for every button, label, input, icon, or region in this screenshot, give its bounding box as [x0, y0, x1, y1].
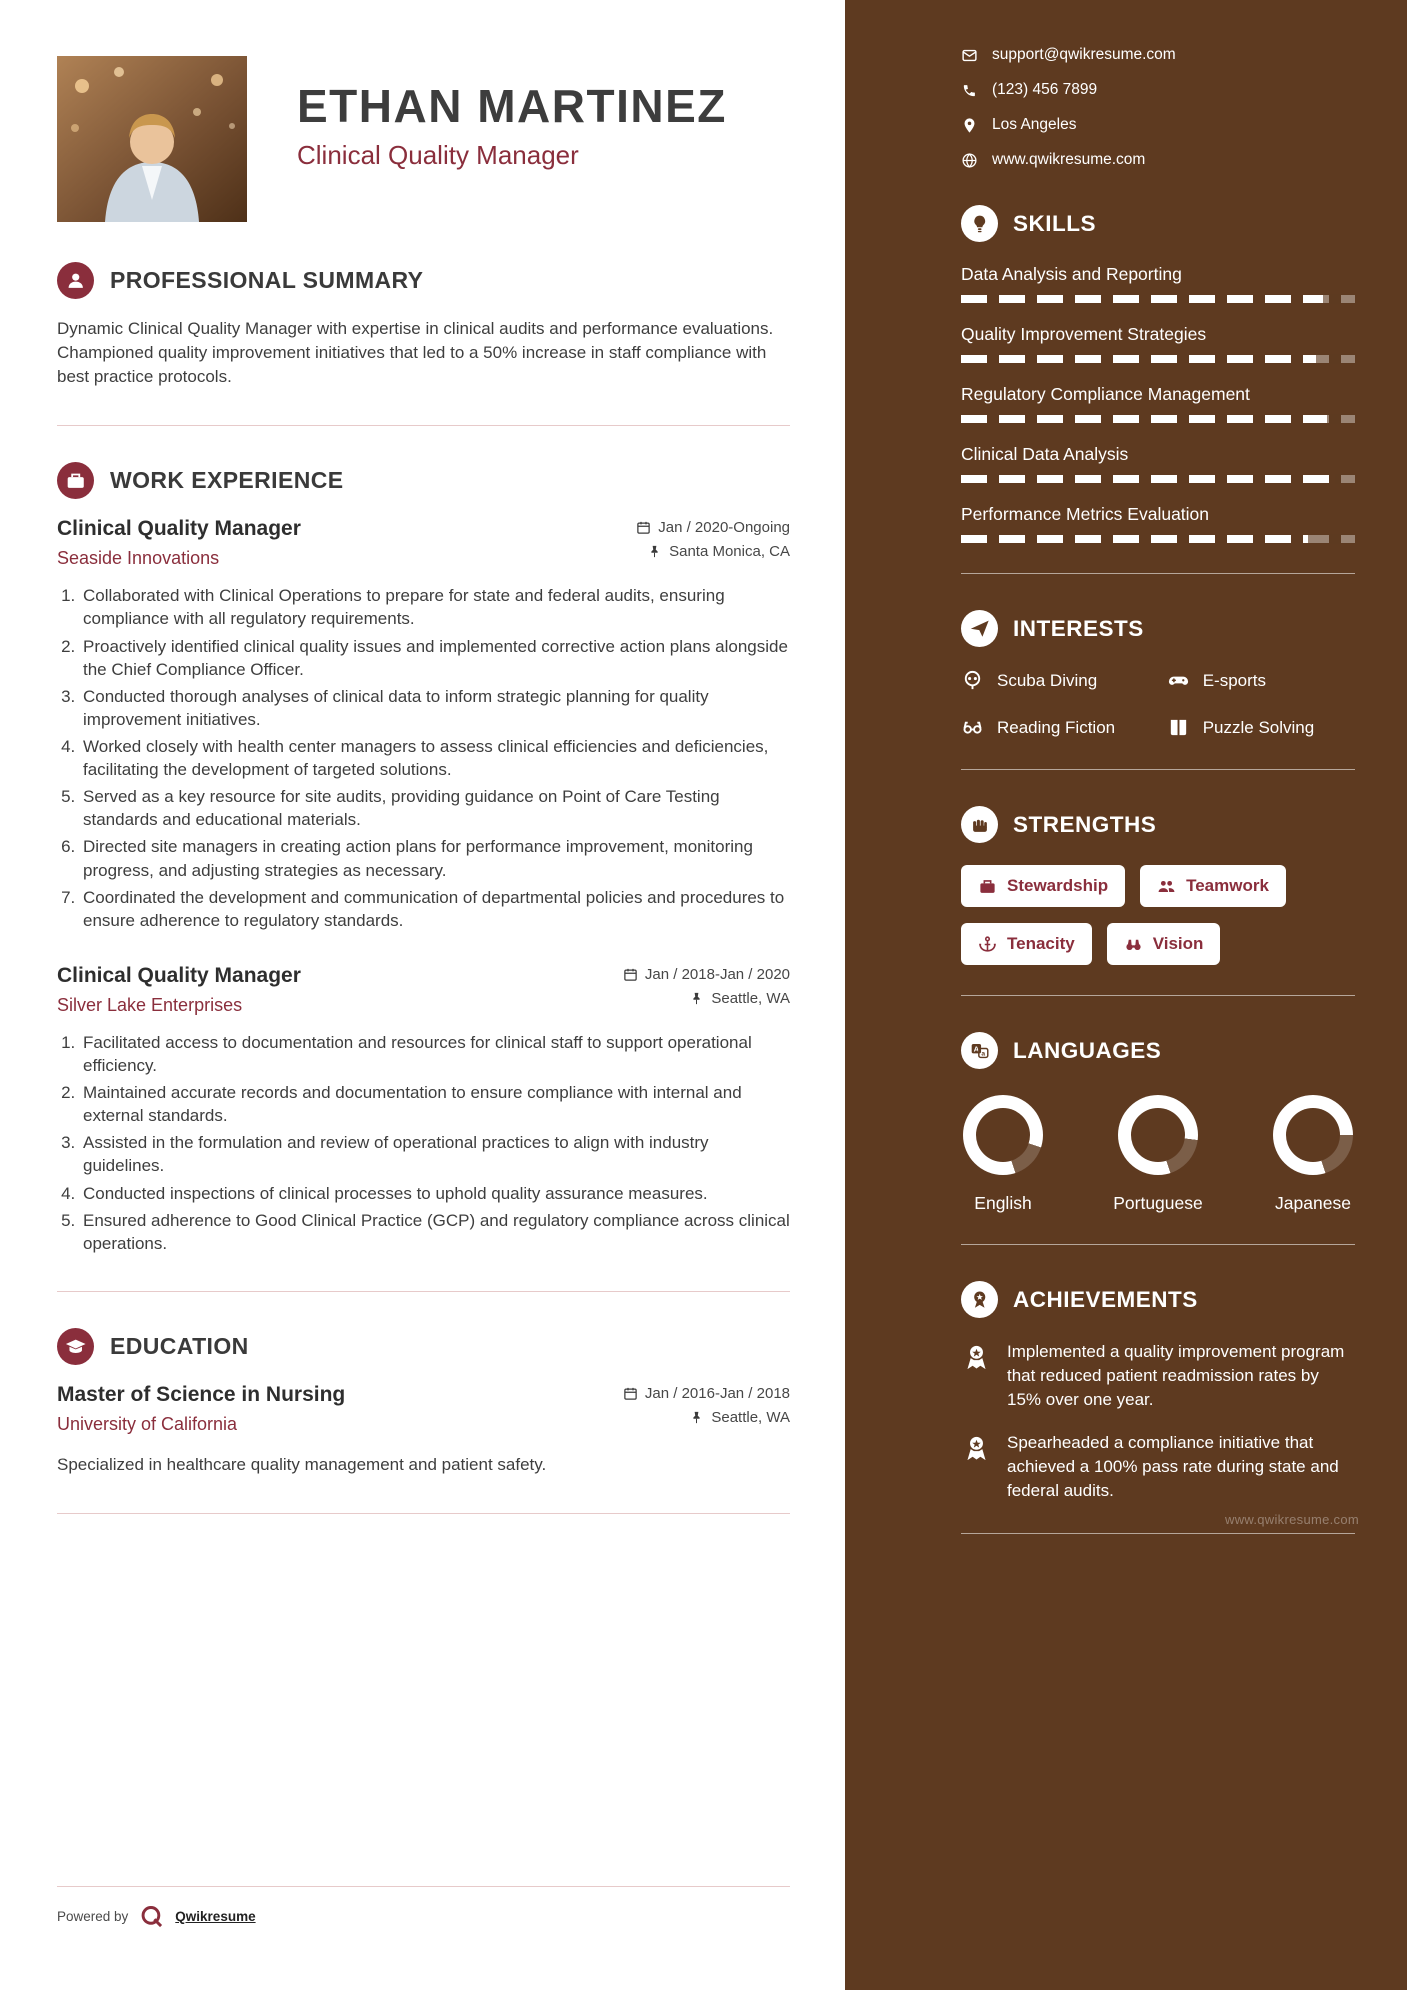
job-title-block: [57, 964, 301, 1016]
interest-label: Reading Fiction: [997, 717, 1116, 737]
contact-phone[interactable]: [961, 81, 1355, 99]
skill-item: [961, 444, 1355, 483]
spacer: [57, 1550, 790, 1850]
languages-list: [961, 1091, 1355, 1214]
job-bullet: 1. Facilitated access to documentation and resources for clinical staff to support operational efficiency.: [80, 1031, 790, 1077]
divider: [57, 1513, 790, 1514]
strength-label: Stewardship: [1007, 876, 1109, 895]
calendar-icon: [623, 967, 638, 982]
footer: [57, 1903, 256, 1930]
interests-section-heading: [961, 610, 1355, 647]
job-bullet: 5. Ensured adherence to Good Clinical Practice (GCP) and regulatory compliance across clinical operations.: [80, 1209, 790, 1255]
graduation-cap-icon: [57, 1328, 94, 1365]
interest-label: Scuba Diving: [997, 670, 1098, 690]
skills-title: SKILLS: [1013, 210, 1097, 236]
calendar-icon: [636, 520, 651, 535]
svg-text:a: a: [981, 1050, 985, 1058]
contact-block: [961, 46, 1355, 169]
strength-label: Teamwork: [1186, 876, 1269, 895]
job-location: Santa Monica, CA: [669, 543, 790, 561]
people-icon: [1157, 877, 1176, 896]
profile-photo-image: [57, 56, 247, 222]
skill-bar: [961, 295, 1355, 303]
language-item: [963, 1095, 1043, 1214]
skill-item: [961, 384, 1355, 423]
skill-item: [961, 264, 1355, 303]
achievement-item: [961, 1431, 1355, 1502]
work-title: WORK EXPERIENCE: [110, 467, 344, 494]
job-list: [57, 517, 790, 1255]
medal-hand-icon: [961, 1433, 992, 1464]
job-bullet: 5. Served as a key resource for site audits, providing guidance on Point of Care Testing standards and educational materials.: [80, 785, 790, 831]
divider: [57, 425, 790, 426]
paper-plane-icon: [961, 610, 998, 647]
interest-label: E-sports: [1202, 670, 1266, 690]
achievements-list: [961, 1340, 1355, 1503]
job-entry: [57, 517, 790, 932]
interests-title: INTERESTS: [1013, 615, 1144, 641]
divider: [961, 1244, 1355, 1245]
job-company: Seaside Innovations: [57, 548, 220, 569]
summary-section-heading: [57, 262, 790, 299]
strength-label: Vision: [1152, 934, 1204, 953]
job-meta: [636, 517, 790, 560]
languages-title: LANGUAGES: [1013, 1037, 1162, 1063]
education-meta: [623, 1383, 790, 1426]
contact-location: [961, 116, 1355, 134]
strengths-list: [961, 865, 1355, 965]
education-title: EDUCATION: [110, 1332, 249, 1359]
skills-section-heading: [961, 205, 1355, 242]
divider: [961, 573, 1355, 574]
briefcase-icon: [57, 462, 94, 499]
language-icon: [961, 1032, 998, 1069]
job-bullet-list: [57, 584, 790, 932]
svg-text:A: A: [973, 1044, 979, 1054]
job-date: Jan / 2020-Ongoing: [658, 519, 790, 537]
strength-label: Tenacity: [1007, 934, 1075, 953]
book-icon: [1167, 716, 1190, 739]
achievements-section-heading: [961, 1281, 1355, 1318]
job-title-block: [57, 517, 301, 569]
powered-by-label: Powered by: [57, 1909, 129, 1924]
divider: [961, 995, 1355, 996]
briefcase-icon: [978, 877, 997, 896]
education-header: [57, 1383, 790, 1435]
job-bullet: 4. Worked closely with health center managers to assess clinical efficiencies and deficiencies, facilitating the development of targeted solutions.: [80, 735, 790, 781]
phone-icon: [961, 82, 978, 99]
work-section-heading: [57, 462, 790, 499]
job-bullet: 2. Maintained accurate records and documentation to ensure compliance with internal and external standards.: [80, 1081, 790, 1127]
pushpin-icon: [689, 1410, 704, 1425]
contact-website[interactable]: [961, 151, 1355, 169]
job-company: Silver Lake Enterprises: [57, 994, 243, 1015]
job-date: Jan / 2018-Jan / 2020: [644, 965, 790, 983]
contact-email-text: support@qwikresume.com: [992, 46, 1176, 63]
languages-section-heading: [961, 1032, 1355, 1069]
language-donut: [963, 1095, 1043, 1175]
skill-label: Regulatory Compliance Management: [961, 384, 1250, 404]
game-controller-icon: [1167, 669, 1190, 692]
language-item: [1113, 1095, 1203, 1214]
skill-item: [961, 504, 1355, 543]
job-location: Seattle, WA: [711, 989, 790, 1007]
job-bullet: 1. Collaborated with Clinical Operations to prepare for state and federal audits, ensuring compliance with all regulatory requirements.: [80, 584, 790, 630]
job-bullet: 3. Conducted thorough analyses of clinical data to inform strategic planning for quality improvement initiatives.: [80, 685, 790, 731]
anchor-icon: [978, 935, 997, 954]
education-section-heading: [57, 1328, 790, 1365]
strength-pill: [961, 865, 1125, 907]
strength-pill: [1140, 865, 1286, 907]
job-title: Clinical Quality Manager: [57, 517, 301, 541]
education-date-row: [623, 1385, 790, 1402]
calendar-icon: [623, 1386, 638, 1401]
divider: [961, 1533, 1355, 1534]
language-donut: [1118, 1095, 1198, 1175]
candidate-title: Clinical Quality Manager: [297, 140, 579, 171]
education-degree: Master of Science in Nursing: [57, 1382, 346, 1406]
contact-website-text: www.qwikresume.com: [992, 151, 1146, 168]
divider: [57, 1291, 790, 1292]
lightbulb-icon: [961, 205, 998, 242]
interest-item: [961, 716, 1159, 739]
job-bullet: 2. Proactively identified clinical quality issues and implemented corrective action plans alongside the Chief Compliance Officer.: [80, 635, 790, 681]
rosette-star-icon: [961, 1281, 998, 1318]
interest-label: Puzzle Solving: [1202, 717, 1315, 737]
globe-icon: [961, 152, 978, 169]
job-meta: [623, 964, 790, 1007]
education-location: Seattle, WA: [711, 1408, 790, 1426]
skill-label: Data Analysis and Reporting: [961, 264, 1182, 284]
strength-pill: [1107, 923, 1221, 965]
medal-hand-icon: [961, 1342, 992, 1373]
job-bullet: 7. Coordinated the development and communication of departmental policies and procedures to ensure adherence to regulatory standards.: [80, 886, 790, 932]
mail-icon: [961, 47, 978, 64]
fist-icon: [961, 806, 998, 843]
achievement-text: Implemented a quality improvement program that reduced patient readmission rates by 15% over one year.: [1007, 1342, 1345, 1409]
contact-location-text: Los Angeles: [992, 116, 1077, 133]
skill-bar: [961, 475, 1355, 483]
education-school: University of California: [57, 1413, 238, 1434]
skills-list: [961, 264, 1355, 543]
achievement-item: [961, 1340, 1355, 1411]
skill-bar: [961, 355, 1355, 363]
profile-photo: [57, 56, 247, 222]
education-entry: [57, 1383, 790, 1477]
contact-email[interactable]: [961, 46, 1355, 64]
summary-title: PROFESSIONAL SUMMARY: [110, 267, 424, 293]
interest-item: [1167, 716, 1355, 739]
contact-phone-text: (123) 456 7899: [992, 81, 1098, 98]
header: [57, 56, 790, 222]
language-donut: [1273, 1095, 1353, 1175]
qwikresume-link[interactable]: Qwikresume: [175, 1909, 256, 1924]
candidate-name: ETHAN MARTINEZ: [297, 80, 727, 132]
education-note: Specialized in healthcare quality management and patient safety.: [57, 1454, 547, 1474]
map-pin-icon: [961, 117, 978, 134]
language-label: Japanese: [1275, 1193, 1351, 1213]
scuba-mask-icon: [961, 669, 984, 692]
glasses-icon: [961, 716, 984, 739]
language-label: Portuguese: [1113, 1193, 1203, 1213]
sidebar-watermark: www.qwikresume.com: [1225, 1512, 1359, 1527]
interest-item: [1167, 669, 1355, 692]
skill-label: Clinical Data Analysis: [961, 444, 1129, 464]
header-text: [297, 56, 727, 222]
job-header: [57, 517, 790, 569]
divider: [57, 1886, 790, 1887]
skill-item: [961, 324, 1355, 363]
job-header: [57, 964, 790, 1016]
job-entry: [57, 964, 790, 1255]
skill-bar: [961, 535, 1355, 543]
job-date-row: [623, 966, 790, 983]
interests-list: [961, 669, 1355, 739]
strengths-title: STRENGTHS: [1013, 811, 1157, 837]
skill-label: Performance Metrics Evaluation: [961, 504, 1210, 524]
qwikresume-logo-icon: [138, 1903, 165, 1930]
job-bullet: 4. Conducted inspections of clinical processes to uphold quality assurance measures.: [80, 1182, 790, 1205]
sidebar: [845, 0, 1407, 1990]
person-icon: [57, 262, 94, 299]
education-date: Jan / 2016-Jan / 2018: [644, 1384, 790, 1402]
job-date-row: [636, 519, 790, 536]
job-bullet-list: [57, 1031, 790, 1255]
achievements-title: ACHIEVEMENTS: [1013, 1286, 1198, 1312]
strength-pill: [961, 923, 1092, 965]
binoculars-icon: [1124, 935, 1143, 954]
skill-bar: [961, 415, 1355, 423]
summary-text: Dynamic Clinical Quality Manager with expertise in clinical audits and performance evaluations. Championed quality improvement initiatives that led to a 50% increase in staff compliance with best practice protocols.: [57, 319, 774, 387]
job-location-row: [689, 990, 790, 1007]
achievement-text: Spearheaded a compliance initiative that achieved a 100% pass rate during state and federal audits.: [1007, 1433, 1339, 1500]
job-bullet: 6. Directed site managers in creating action plans for performance improvement, monitoring progress, and adjusting strategies as necessary.: [80, 835, 790, 881]
skill-label: Quality Improvement Strategies: [961, 324, 1207, 344]
job-bullet: 3. Assisted in the formulation and review of operational practices to align with industry guidelines.: [80, 1131, 790, 1177]
pushpin-icon: [647, 544, 662, 559]
education-title-block: [57, 1383, 345, 1435]
job-title: Clinical Quality Manager: [57, 963, 301, 987]
education-location-row: [689, 1409, 790, 1426]
pushpin-icon: [689, 991, 704, 1006]
strengths-section-heading: [961, 806, 1355, 843]
divider: [961, 769, 1355, 770]
job-location-row: [647, 543, 790, 560]
language-label: English: [974, 1193, 1032, 1213]
language-item: [1273, 1095, 1353, 1214]
interest-item: [961, 669, 1159, 692]
